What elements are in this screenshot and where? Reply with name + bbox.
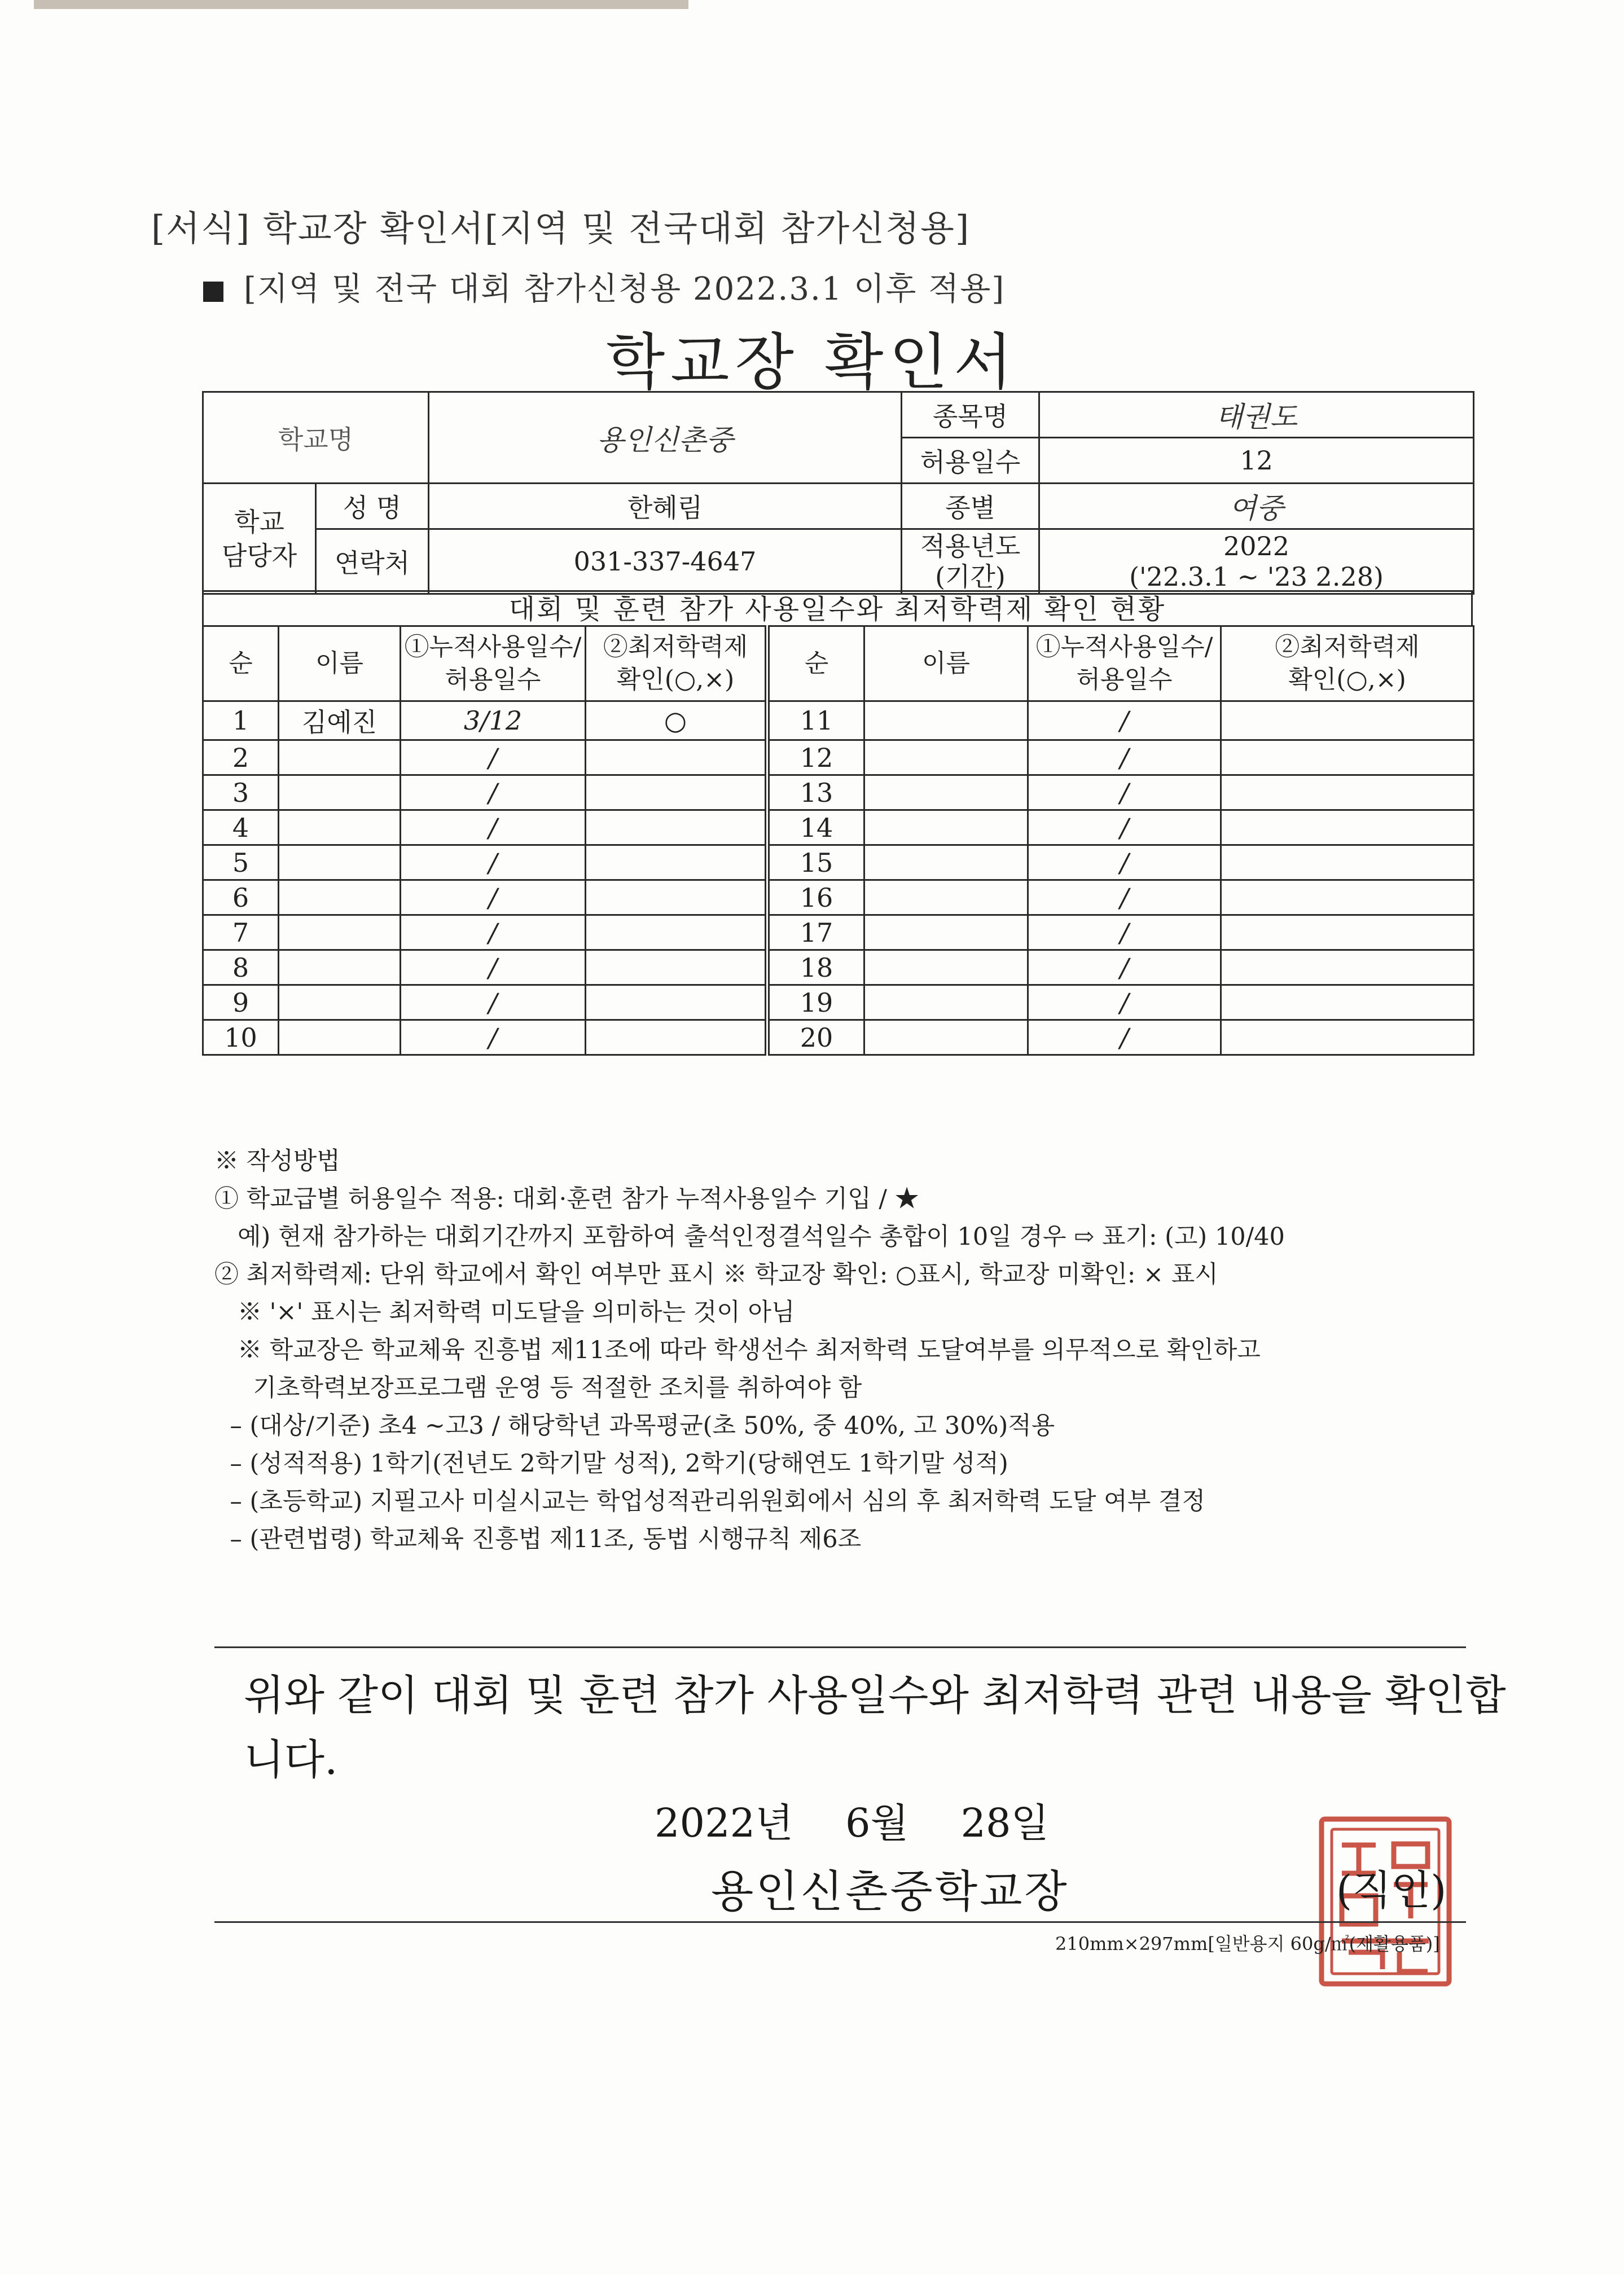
row-days: / xyxy=(1028,1020,1221,1055)
name-value: 한혜림 xyxy=(429,484,902,529)
row-check xyxy=(586,1020,767,1055)
row-number: 3 xyxy=(203,775,279,810)
row-check xyxy=(1221,740,1474,775)
row-days: / xyxy=(401,740,586,775)
seal-label: (직인) xyxy=(1336,1866,1447,1914)
row-number: 18 xyxy=(767,950,864,985)
date-month: 6월 xyxy=(845,1800,909,1846)
manager-label: 학교 담당자 xyxy=(203,484,316,594)
note-line: 기초학력보장프로그램 운영 등 적절한 조치를 취하여야 함 xyxy=(214,1374,862,1402)
row-check xyxy=(1221,810,1474,845)
col-name-left: 이름 xyxy=(279,626,401,701)
row-name xyxy=(864,775,1028,810)
note-line: 예) 현재 참가하는 대회기간까지 포함하여 출석인정결석일수 총합이 10일 경우 ⇨ 표기: (고) 10/40 xyxy=(214,1223,1285,1251)
row-number: 8 xyxy=(203,950,279,985)
table-row xyxy=(203,880,1474,915)
row-name xyxy=(279,915,401,950)
school-label: 학교명 xyxy=(203,392,429,484)
divider-top xyxy=(214,1646,1466,1648)
document-title: 학교장 확인서 xyxy=(605,327,1019,398)
roster-section-title: 대회 및 훈련 참가 사용일수와 최저학력제 확인 현황 xyxy=(202,590,1473,625)
row-check xyxy=(1221,950,1474,985)
row-number: 14 xyxy=(767,810,864,845)
row-check xyxy=(1221,880,1474,915)
note-line: – (관련법령) 학교체육 진흥법 제11조, 동법 시행규칙 제6조 xyxy=(214,1525,862,1553)
row-check xyxy=(586,845,767,880)
row-days: / xyxy=(401,880,586,915)
row-check xyxy=(586,810,767,845)
scan-top-band xyxy=(34,0,688,9)
row-name xyxy=(279,845,401,880)
row-check xyxy=(586,915,767,950)
confirmation-text xyxy=(244,1663,1506,1792)
row-days: / xyxy=(401,1020,586,1055)
confirmation-line-2: 니다. xyxy=(244,1736,338,1784)
row-days: / xyxy=(401,810,586,845)
note-line: – (대상/기준) 초4 ~고3 / 해당학년 과목평균(초 50%, 중 40%, 고 30%)적용 xyxy=(214,1412,1055,1440)
row-name xyxy=(864,915,1028,950)
allowed-days-value: 12 xyxy=(1039,438,1474,484)
date-year: 2022년 xyxy=(655,1800,793,1846)
row-number: 10 xyxy=(203,1020,279,1055)
row-number: 12 xyxy=(767,740,864,775)
col-check-left: ②최저학력제 확인(○,×) xyxy=(586,626,767,701)
row-name xyxy=(279,985,401,1020)
roster-body xyxy=(203,701,1474,1055)
note-line: ※ 학교장은 학교체육 진흥법 제11조에 따라 학생선수 최저학력 도달여부를 의무적으로 확인하고 xyxy=(214,1336,1261,1364)
row-name xyxy=(279,880,401,915)
confirmation-line-1: 위와 같이 대회 및 훈련 참가 사용일수와 최저학력 관련 내용을 확인합 xyxy=(244,1671,1506,1720)
row-number: 20 xyxy=(767,1020,864,1055)
col-days-left: ①누적사용일수/ 허용일수 xyxy=(401,626,586,701)
row-name xyxy=(864,701,1028,740)
note-line: – (초등학교) 지필고사 미실시교는 학업성적관리위원회에서 심의 후 최저학력 도달 여부 결정 xyxy=(214,1487,1205,1516)
row-check xyxy=(586,775,767,810)
row-number: 5 xyxy=(203,845,279,880)
row-check xyxy=(586,985,767,1020)
row-days: / xyxy=(401,775,586,810)
col-no-left: 순 xyxy=(203,626,279,701)
year-label: 적용년도 (기간) xyxy=(902,529,1039,594)
row-name xyxy=(864,1020,1028,1055)
note-line: ② 최저학력제: 단위 학교에서 확인 여부만 표시 ※ 학교장 확인: ○표시, 학교장 미확인: × 표시 xyxy=(214,1261,1218,1289)
date-day: 28일 xyxy=(960,1800,1050,1846)
row-number: 19 xyxy=(767,985,864,1020)
col-days-right: ①누적사용일수/ 허용일수 xyxy=(1028,626,1221,701)
table-row xyxy=(203,950,1474,985)
row-number: 11 xyxy=(767,701,864,740)
row-number: 9 xyxy=(203,985,279,1020)
row-days: / xyxy=(401,845,586,880)
table-row xyxy=(203,740,1474,775)
row-name xyxy=(864,880,1028,915)
form-subtitle: [지역 및 전국 대회 참가신청용 2022.3.1 이후 적용] xyxy=(244,271,1006,308)
row-days: / xyxy=(401,950,586,985)
table-row xyxy=(203,701,1474,740)
year-cell xyxy=(1039,529,1474,594)
form-title: [서식] 학교장 확인서[지역 및 전국대회 참가신청용] xyxy=(151,208,971,249)
row-days: / xyxy=(1028,845,1221,880)
row-check xyxy=(1221,701,1474,740)
row-check xyxy=(1221,775,1474,810)
table-row xyxy=(203,775,1474,810)
table-row xyxy=(203,985,1474,1020)
sport-label: 종목명 xyxy=(902,392,1039,438)
row-name xyxy=(864,810,1028,845)
row-days: / xyxy=(1028,740,1221,775)
roster-table xyxy=(202,625,1474,1056)
row-days: / xyxy=(1028,950,1221,985)
row-days: / xyxy=(1028,880,1221,915)
row-days: / xyxy=(401,915,586,950)
row-name xyxy=(279,1020,401,1055)
row-check xyxy=(586,740,767,775)
year-period: ('22.3.1 ~ '23 2.28) xyxy=(1129,561,1384,592)
table-row xyxy=(203,810,1474,845)
row-days: / xyxy=(1028,985,1221,1020)
row-days: / xyxy=(1028,810,1221,845)
row-days: / xyxy=(1028,915,1221,950)
divider-bottom xyxy=(214,1921,1466,1923)
info-table xyxy=(202,391,1474,595)
row-name xyxy=(279,775,401,810)
row-check xyxy=(1221,915,1474,950)
row-name xyxy=(279,810,401,845)
row-days: / xyxy=(1028,701,1221,740)
row-name xyxy=(864,985,1028,1020)
table-row xyxy=(203,845,1474,880)
name-label: 성 명 xyxy=(316,484,429,529)
row-number: 2 xyxy=(203,740,279,775)
row-name xyxy=(279,950,401,985)
principal-name: 용인신촌중학교장 xyxy=(711,1866,1069,1917)
row-check: ○ xyxy=(586,701,767,740)
row-check xyxy=(1221,845,1474,880)
col-check-right: ②최저학력제 확인(○,×) xyxy=(1221,626,1474,701)
form-subtitle-line xyxy=(203,264,1005,309)
row-number: 17 xyxy=(767,915,864,950)
row-number: 15 xyxy=(767,845,864,880)
row-days: / xyxy=(1028,775,1221,810)
row-check xyxy=(1221,1020,1474,1055)
gender-label: 종별 xyxy=(902,484,1039,529)
square-bullet-icon xyxy=(203,282,223,302)
paper-spec: 210mm×297mm[일반용지 60g/㎡(재활용품)] xyxy=(1055,1933,1440,1955)
row-name xyxy=(864,740,1028,775)
row-check xyxy=(586,880,767,915)
note-line: – (성적적용) 1학기(전년도 2학기말 성적), 2학기(당해연도 1학기말 성적) xyxy=(214,1450,1008,1478)
gender-value: 여중 xyxy=(1039,484,1474,529)
row-name xyxy=(864,845,1028,880)
table-row xyxy=(203,1020,1474,1055)
col-no-right: 순 xyxy=(767,626,864,701)
contact-label: 연락처 xyxy=(316,529,429,594)
note-line: ① 학교급별 허용일수 적용: 대회·훈련 참가 누적사용일수 기입 / ★ xyxy=(214,1185,919,1213)
row-name xyxy=(279,740,401,775)
row-number: 6 xyxy=(203,880,279,915)
table-row xyxy=(203,915,1474,950)
writing-instructions xyxy=(214,1143,1285,1558)
row-number: 7 xyxy=(203,915,279,950)
col-name-right: 이름 xyxy=(864,626,1028,701)
row-number: 4 xyxy=(203,810,279,845)
allowed-days-label: 허용일수 xyxy=(902,438,1039,484)
row-number: 1 xyxy=(203,701,279,740)
year-value: 2022 xyxy=(1223,531,1290,561)
row-name: 김예진 xyxy=(279,701,401,740)
note-line: ※ '×' 표시는 최저학력 미도달을 의미하는 것이 아님 xyxy=(214,1298,795,1327)
contact-value: 031-337-4647 xyxy=(429,529,902,594)
row-check xyxy=(586,950,767,985)
row-days: 3/12 xyxy=(401,701,586,740)
row-check xyxy=(1221,985,1474,1020)
note-heading: ※ 작성방법 xyxy=(214,1147,340,1175)
row-name xyxy=(864,950,1028,985)
signature-date xyxy=(655,1791,1088,1848)
row-number: 13 xyxy=(767,775,864,810)
school-value: 용인신촌중 xyxy=(429,392,902,484)
row-number: 16 xyxy=(767,880,864,915)
sport-value: 태권도 xyxy=(1039,392,1474,438)
row-days: / xyxy=(401,985,586,1020)
